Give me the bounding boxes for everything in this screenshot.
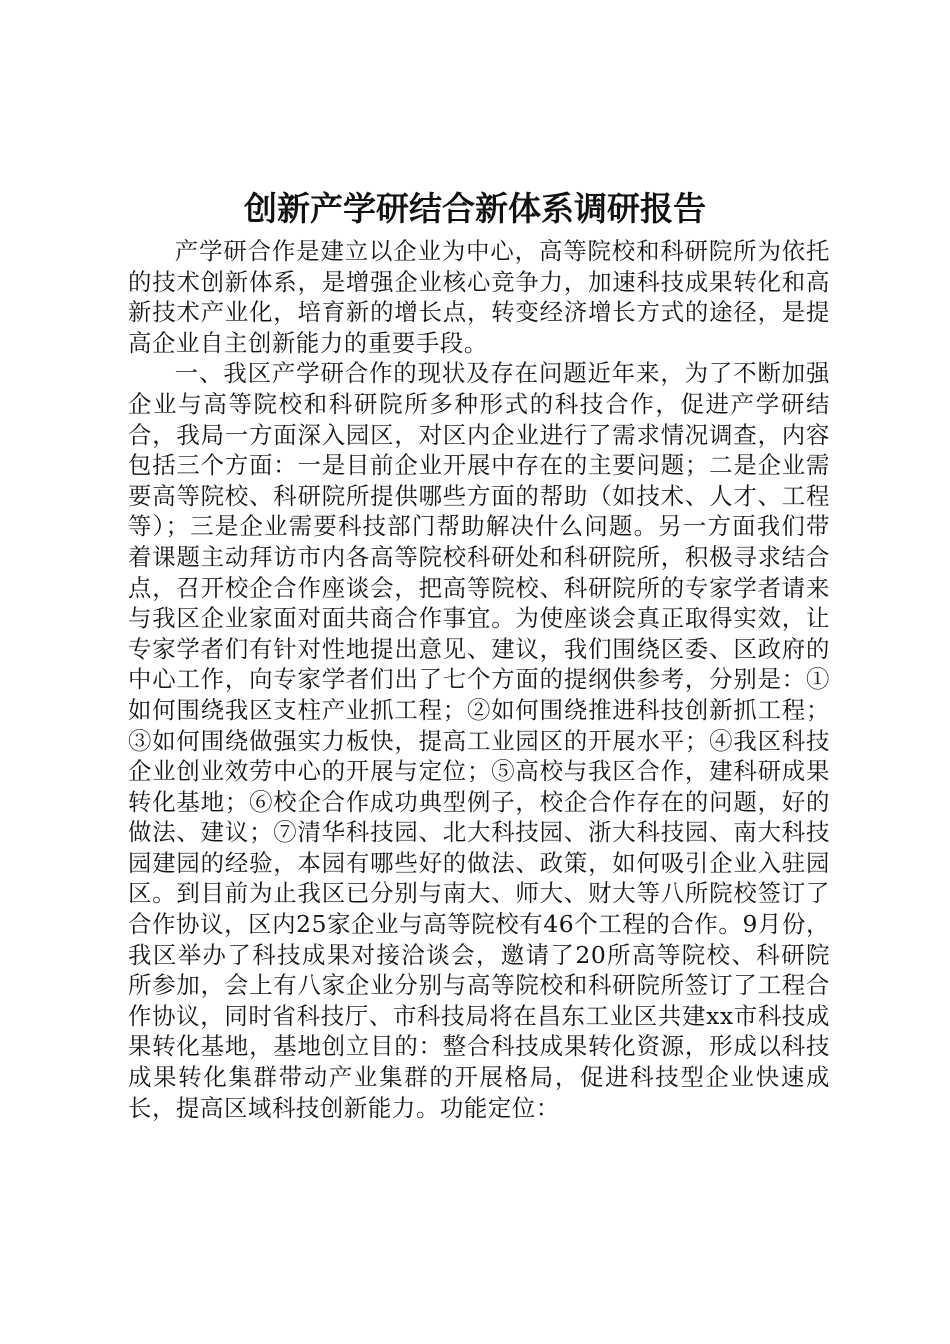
document-title: 创新产学研结合新体系调研报告: [244, 189, 706, 228]
paragraph-section-one: 一、我区产学研合作的现状及存在问题近年来，为了不断加强企业与高等院校和科研院所多种形式的科技合作，促进产学研结合，我局一方面深入园区，对区内企业进行了需求情况调查，内容包括三个方面：一是目前企业开展中存在的主要问题；二是企业需要高等院校、科研院所提供哪些方面的帮助（如技术、人才、工程等）；三是企业需要科技部门帮助解决什么问题。另一方面我们带着课题主动拜访市内各高等院校科研处和科研院所，积极寻求结合点，召开校企合作座谈会，把高等院校、科研院所的专家学者请来与我区企业家面对面共商合作事宜。为使座谈会真正取得实效，让专家学者们有针对性地提出意见、建议，我们围绕区委、区政府的中心工作，向专家学者们出了七个方面的提纲供参考，分别是：①如何围绕我区支柱产业抓工程；②如何围绕推进科技创新抓工程；③如何围绕做强实力板快，提高工业园区的开展水平；④我区科技企业创业效劳中心的开展与定位；⑤高校与我区合作，建科研成果转化基地；⑥校企合作成功典型例子，校企合作存在的问题，好的做法、建议；⑦清华科技园、北大科技园、浙大科技园、南大科技园建园的经验，本园有哪些好的做法、政策，如何吸引企业入驻园区。到目前为止我区已分别与南大、师大、财大等八所院校签订了合作协议，区内25家企业与高等院校有46个工程的合作。9月份，我区举办了科技成果对接洽谈会，邀请了20所高等院校、科研院所参加，会上有八家企业分别与高等院校和科研院所签订了工程合作协议，同时省科技厅、市科技局将在昌东工业区共建xx市科技成果转化基地，基地创立目的：整合科技成果转化资源，形成以科技成果转化集群带动产业集群的开展格局，促进科技型企业快速成长，提高区域科技创新能力。功能定位：: [128, 359, 830, 1122]
document-body: [128, 236, 830, 1123]
paragraph-intro: 产学研合作是建立以企业为中心，高等院校和科研院所为依托的技术创新体系，是增强企业核心竞争力，加速科技成果转化和高新技术产业化，培育新的增长点，转变经济增长方式的途径，是提高企业自主创新能力的重要手段。: [128, 237, 830, 357]
